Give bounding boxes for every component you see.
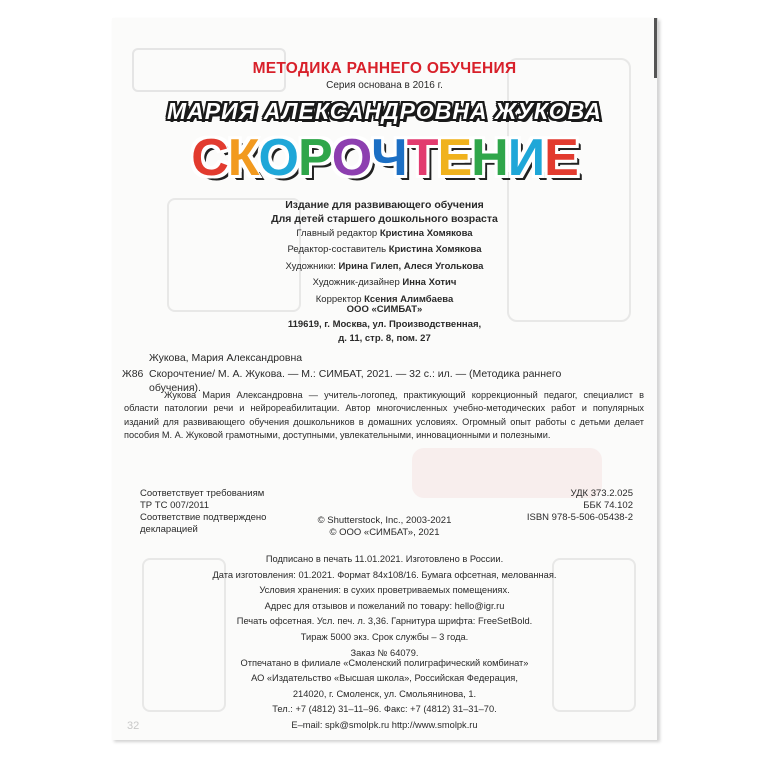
copyright-line: © Shutterstock, Inc., 2003-2021 (317, 515, 452, 526)
printer-line: E–mail: spk@smolpk.ru http://www.smolpk.ru (291, 719, 478, 730)
print-line: Тираж 5000 экз. Срок службы – 3 года. (300, 631, 469, 642)
title-letter: Н (471, 129, 508, 187)
title-letter: С (191, 129, 228, 187)
print-line: Адрес для отзывов и пожеланий по товару: hello@igr.ru (264, 600, 505, 611)
title-letter: Т (406, 129, 438, 187)
author-description: Жукова Мария Александровна — учитель-логопед, практикующий коррекционный педагог, специалист в области патологии речи и нейрореабилитации. Автор многочисленных учебно-методических работ и популярных изданий для развивающего обучения дошкольников в домашних условиях. Огромный опыт работы с детьми делает пособия М. А. Жуковой грамотными, доступными, увлекательными, инновационными и полезными. (124, 390, 644, 441)
publisher-address (112, 303, 657, 347)
conformity-line: ТР ТС 007/2011 (140, 500, 210, 511)
credits-list (112, 226, 657, 308)
title-letter: К (227, 129, 259, 187)
credit-role: Художники: (285, 260, 336, 272)
printer-info (112, 656, 657, 733)
print-line: Условия хранения: в сухих проветриваемых помещениях. (259, 585, 510, 596)
copyright-notice (112, 515, 657, 539)
title-letter: Е (437, 129, 472, 187)
biblio-reference: Скорочтение/ М. А. Жукова. — М.: СИМБАТ, 2021. — 32 с.: ил. — (Методика раннего обучения). (149, 368, 562, 394)
credit-line (112, 242, 657, 258)
credit-line (112, 275, 657, 291)
conformity-line: Соответствует требованиям (140, 488, 265, 499)
credit-name: Ксения Алимбаева (364, 293, 454, 305)
title-letter: И (507, 129, 545, 187)
print-line: Дата изготовления: 01.2021. Формат 84х108/16. Бумага офсетная, мелованная. (212, 569, 557, 580)
author-heading: МАРИЯ АЛЕКСАНДРОВНА ЖУКОВА (167, 98, 602, 124)
credit-name: Кристина Хомякова (379, 228, 473, 239)
series-title: МЕТОДИКА РАННЕГО ОБУЧЕНИЯ (252, 60, 517, 77)
credit-name: Ирина Гилеп, Алеся Уголькова (338, 260, 484, 272)
printer-line: АО «Издательство «Высшая школа», Российская Федерация, (251, 673, 518, 684)
credit-line (112, 226, 657, 242)
conformity-line: Соответствие подтверждено (140, 512, 267, 523)
udk-code: УДК 373.2.025 (570, 488, 633, 499)
printer-line: Отпечатано в филиале «Смоленский полиграфический комбинат» (240, 658, 529, 668)
publisher-line: ООО «СИМБАТ» (346, 304, 423, 315)
copyright-line: © ООО «СИМБАТ», 2021 (329, 527, 440, 538)
print-line: Печать офсетная. Усл. печ. л. 3,36. Гарнитура шрифта: FreeSetBold. (236, 616, 533, 627)
credit-role: Редактор-составитель (287, 244, 387, 256)
edition-line: Издание для развивающего обучения (285, 199, 484, 211)
credit-role: Корректор (315, 293, 362, 305)
isbn-code: ISBN 978-5-506-05438-2 (526, 512, 633, 523)
title-letter: Е (544, 129, 578, 187)
bbk-code: ББК 74.102 (583, 500, 633, 511)
title-letter: Ч (371, 129, 407, 187)
book-title (112, 126, 657, 190)
biblio-author: Жукова, Мария Александровна (149, 352, 303, 364)
publisher-line: д. 11, стр. 8, пом. 27 (338, 333, 431, 344)
credit-line (112, 259, 657, 275)
edition-line: Для детей старшего дошкольного возраста (271, 213, 498, 225)
page-number: 32 (127, 720, 140, 732)
credit-role: Главный редактор (296, 228, 378, 239)
edition-info (112, 198, 657, 226)
credit-name: Инна Хотич (402, 277, 457, 289)
credit-name: Кристина Хомякова (388, 244, 482, 256)
conformity-line: декларацией (140, 524, 198, 535)
book-imprint-page (112, 18, 658, 740)
series-note: Серия основана в 2016 г. (326, 80, 443, 91)
print-line: Подписано в печать 11.01.2021. Изготовлено в России. (265, 554, 504, 564)
credit-role: Художник-дизайнер (312, 277, 400, 289)
print-details (112, 552, 657, 661)
title-letter: Р (298, 129, 332, 187)
print-line: Заказ № 64079. (350, 647, 419, 658)
author-mark: Ж86 (122, 368, 144, 380)
publisher-line: 119619, г. Москва, ул. Производственная, (287, 318, 482, 330)
printer-line: 214020, г. Смоленск, ул. Смольянинова, 1. (292, 688, 477, 699)
title-letter: О (258, 129, 298, 187)
title-letter: О (331, 129, 372, 187)
printer-line: Тел.: +7 (4812) 31–11–96. Факс: +7 (4812) 31–31–70. (272, 704, 497, 715)
